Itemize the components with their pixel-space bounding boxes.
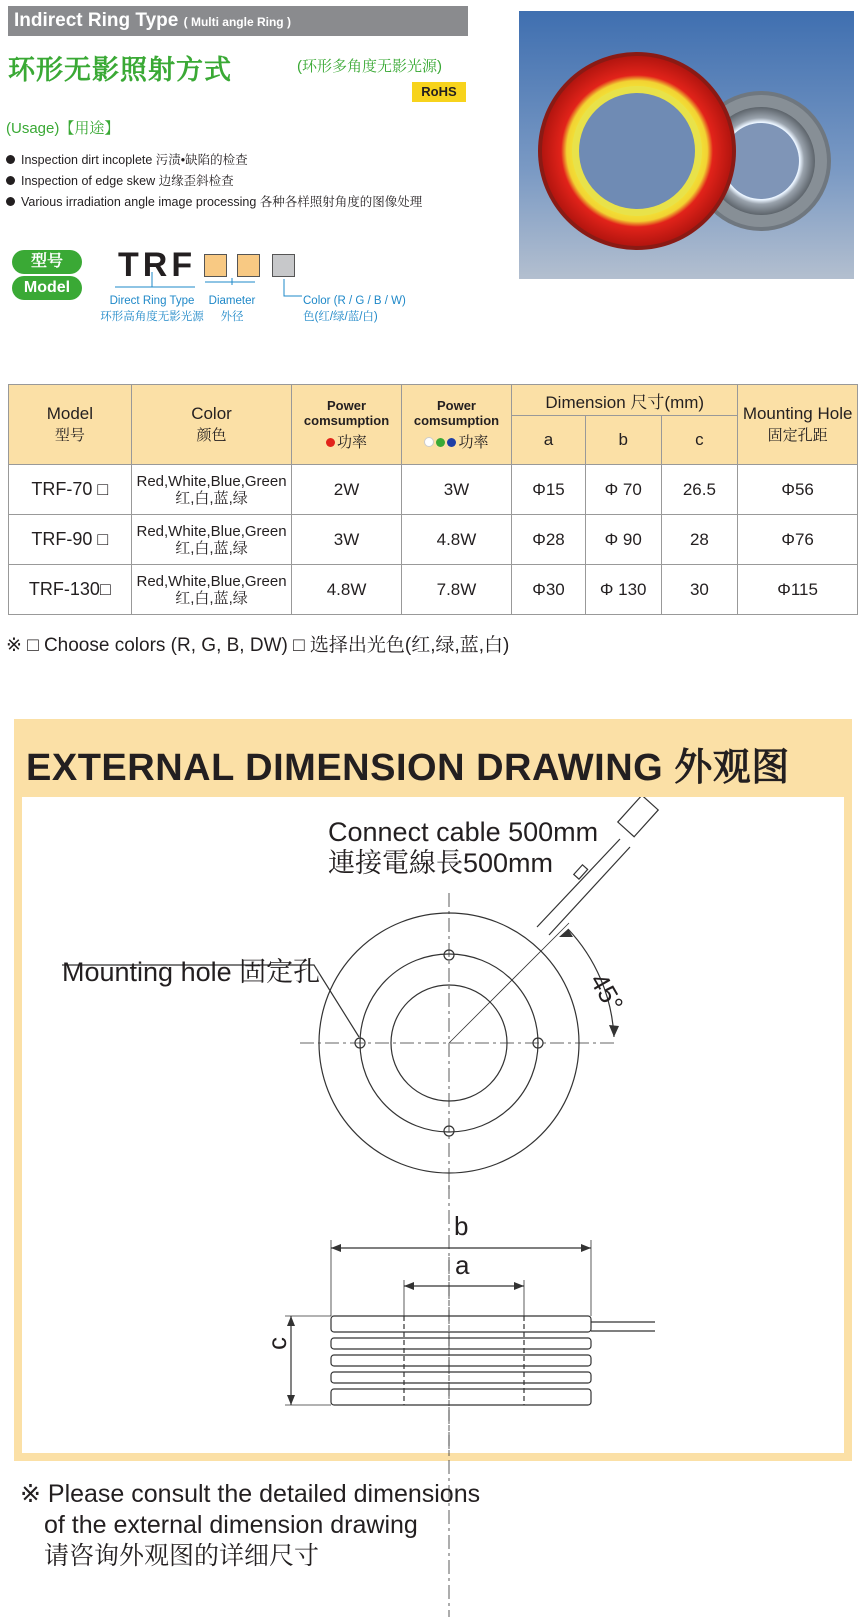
- cell-model: TRF-70 □: [9, 465, 132, 515]
- model-part-color: Color (R / G / B / W) 色(红/绿/蓝/白): [303, 295, 406, 323]
- model-prefix: TRF: [118, 246, 197, 284]
- usage-label: (Usage)【用途】: [6, 120, 120, 137]
- cell-power-wgb: 7.8W: [401, 565, 511, 615]
- cell-model: TRF-130□: [9, 565, 132, 615]
- cn-subtitle: (环形多角度无影光源): [297, 58, 442, 75]
- cell-dim-c: 28: [661, 515, 738, 565]
- model-label-cn: 型号: [12, 250, 82, 274]
- dim-a-label: a: [455, 1250, 470, 1280]
- rohs-badge: RoHS: [412, 82, 466, 102]
- cell-power-wgb: 4.8W: [401, 515, 511, 565]
- side-view-layer: [331, 1372, 591, 1383]
- usage-item: Inspection of edge skew 边缘歪斜检查: [6, 171, 422, 192]
- header-dim-c: c: [661, 416, 738, 465]
- angle-label: 45°: [584, 968, 630, 1018]
- cell-dim-a: Φ15: [512, 465, 586, 515]
- cell-hole: Φ76: [738, 515, 858, 565]
- header-dimension: Dimension 尺寸(mm): [512, 385, 738, 416]
- cell-hole: Φ115: [738, 565, 858, 615]
- dim-c-label: c: [262, 1337, 292, 1350]
- header-power-wgb: Power comsumption 功率: [401, 385, 511, 465]
- usage-item: Various irradiation angle image processing 各种各样照射角度的图像处理: [6, 192, 422, 213]
- side-view-layer: [331, 1316, 591, 1332]
- cell-color: Red,White,Blue,Green 红,白,蓝,绿: [131, 465, 292, 515]
- cell-dim-c: 26.5: [661, 465, 738, 515]
- cn-title: 环形无影照射方式: [8, 55, 232, 85]
- cell-color: Red,White,Blue,Green 红,白,蓝,绿: [131, 565, 292, 615]
- cell-power-wgb: 3W: [401, 465, 511, 515]
- model-part-type: Direct Ring Type 环形高角度无影光源: [100, 295, 204, 323]
- cell-dim-b: Φ 90: [585, 515, 661, 565]
- header-model: Model 型号: [9, 385, 132, 465]
- page-title: Indirect Ring Type: [14, 10, 179, 31]
- cell-power-red: 4.8W: [292, 565, 401, 615]
- cell-dim-a: Φ28: [512, 515, 586, 565]
- header-power-red: Power comsumption 功率: [292, 385, 401, 465]
- usage-item: Inspection dirt incoplete 污渍•缺陷的检查: [6, 150, 422, 171]
- header-dim-a: a: [512, 416, 586, 465]
- dim-b-label: b: [454, 1211, 469, 1241]
- cell-power-red: 3W: [292, 515, 401, 565]
- color-choice-note: ※ □ Choose colors (R, G, B, DW) □ 选择出光色(红,绿,蓝,白): [6, 635, 510, 656]
- mounting-hole-label: Mounting hole 固定孔: [62, 957, 321, 987]
- cell-dim-a: Φ30: [512, 565, 586, 615]
- consult-note: ※ Please consult the detailed dimensions of the external dimension drawing 请咨询外观图的详细尺寸: [20, 1480, 481, 1570]
- header-dim-b: b: [585, 416, 661, 465]
- page-title-sub: ( Multi angle Ring ): [183, 15, 291, 29]
- drawing-title: EXTERNAL DIMENSION DRAWING 外观图: [26, 747, 790, 789]
- model-part-diameter: Diameter 外径: [208, 295, 256, 323]
- cell-dim-c: 30: [661, 565, 738, 615]
- model-label-en: Model: [12, 276, 82, 300]
- cell-hole: Φ56: [738, 465, 858, 515]
- cell-color: Red,White,Blue,Green 红,白,蓝,绿: [131, 515, 292, 565]
- cell-model: TRF-90 □: [9, 515, 132, 565]
- cable-label: Connect cable 500mm 連接電線長500mm: [328, 817, 599, 878]
- side-view-layer: [331, 1338, 591, 1349]
- cell-dim-b: Φ 70: [585, 465, 661, 515]
- side-view-layer: [331, 1355, 591, 1366]
- cell-power-red: 2W: [292, 465, 401, 515]
- header-color: Color 颜色: [131, 385, 292, 465]
- header-mounting: Mounting Hole 固定孔距: [738, 385, 858, 465]
- side-view-layer: [331, 1389, 591, 1405]
- cell-dim-b: Φ 130: [585, 565, 661, 615]
